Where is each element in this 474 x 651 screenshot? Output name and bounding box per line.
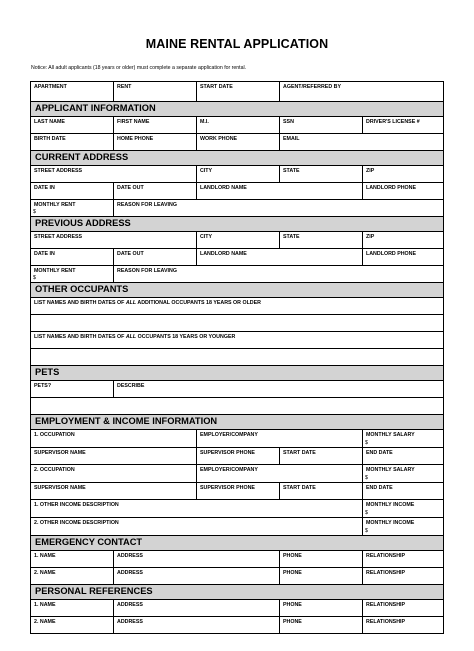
monthly-rent-field[interactable] (31, 200, 114, 216)
supervisor-phone-2-field[interactable] (197, 483, 280, 499)
last-name-field[interactable] (31, 117, 114, 133)
section-header-personal-references (31, 585, 443, 600)
field-label: DRIVER'S LICENSE # (366, 119, 420, 125)
reason-for-leaving-field[interactable] (114, 200, 443, 216)
state-field[interactable] (280, 166, 363, 182)
city-field[interactable] (197, 166, 280, 182)
field-label: LANDLORD PHONE (366, 185, 417, 191)
field-label: MONTHLY RENT (34, 268, 76, 274)
occupants-adults-field[interactable] (31, 298, 443, 314)
occupants-minors-blank-row (31, 349, 443, 366)
other-income-2-field[interactable] (31, 518, 363, 535)
employment-row-5 (31, 500, 443, 518)
emergency-address-1-field[interactable] (114, 551, 280, 567)
ssn-field[interactable] (280, 117, 363, 133)
employer-2-field[interactable] (197, 465, 363, 482)
applicant-row-1 (31, 117, 443, 134)
emergency-phone-2-field[interactable] (280, 568, 363, 584)
city-field[interactable] (197, 232, 280, 248)
section-title: PREVIOUS ADDRESS (35, 218, 131, 228)
zip-field[interactable] (363, 166, 443, 182)
field-label: REASON FOR LEAVING (117, 202, 177, 208)
field-label (34, 334, 235, 340)
field-label: RENT (117, 84, 132, 90)
field-label: SUPERVISOR NAME (34, 450, 86, 456)
section-title: PERSONAL REFERENCES (35, 586, 153, 596)
field-label: LANDLORD PHONE (366, 251, 417, 257)
occupants-adults-blank-row (31, 315, 443, 332)
field-label: SSN (283, 119, 294, 125)
email-field[interactable] (280, 134, 443, 150)
blank-line[interactable] (31, 398, 443, 414)
landlord-phone-field[interactable] (363, 249, 443, 265)
emergency-name-1-field[interactable] (31, 551, 114, 567)
drivers-license-field[interactable] (363, 117, 443, 133)
field-label: RELATIONSHIP (366, 619, 406, 625)
field-label: STATE (283, 168, 300, 174)
field-label: 2. OTHER INCOME DESCRIPTION (34, 520, 119, 526)
monthly-salary-2-field[interactable] (363, 465, 443, 482)
field-label: 2. NAME (34, 619, 56, 625)
date-in-field[interactable] (31, 249, 114, 265)
reference-relationship-1-field[interactable] (363, 600, 443, 616)
emergency-name-2-field[interactable] (31, 568, 114, 584)
birth-date-field[interactable] (31, 134, 114, 150)
label-prefix: LIST NAMES AND BIRTH DATES OF (34, 300, 126, 306)
monthly-salary-1-field[interactable] (363, 430, 443, 447)
field-label: 2. NAME (34, 570, 56, 576)
field-label: EMPLOYER/COMPANY (200, 467, 258, 473)
blank-line[interactable] (31, 315, 443, 331)
reference-address-2-field[interactable] (114, 617, 280, 633)
field-label: RELATIONSHIP (366, 602, 406, 608)
field-label: CITY (200, 234, 213, 240)
supervisor-name-2-field[interactable] (31, 483, 197, 499)
occupants-minors-field[interactable] (31, 332, 443, 348)
emergency-row-2 (31, 568, 443, 585)
field-label (34, 300, 261, 306)
occupants-adults-label-row (31, 298, 443, 315)
field-label: 1. NAME (34, 602, 56, 608)
field-label: DATE OUT (117, 185, 144, 191)
previous-address-row-1 (31, 232, 443, 249)
emergency-phone-1-field[interactable] (280, 551, 363, 567)
emergency-relationship-1-field[interactable] (363, 551, 443, 567)
field-label: RELATIONSHIP (366, 570, 406, 576)
field-label: ADDRESS (117, 619, 143, 625)
currency-symbol: $ (365, 475, 368, 481)
employment-row-3 (31, 465, 443, 483)
section-title: CURRENT ADDRESS (35, 152, 129, 162)
employment-row-4 (31, 483, 443, 500)
field-label: WORK PHONE (200, 136, 238, 142)
field-label: BIRTH DATE (34, 136, 66, 142)
field-label: ZIP (366, 168, 375, 174)
section-header-current-address (31, 151, 443, 166)
label-emphasis: ALL (125, 300, 137, 306)
supervisor-phone-1-field[interactable] (197, 448, 280, 464)
field-label: FIRST NAME (117, 119, 150, 125)
landlord-name-field[interactable] (197, 183, 363, 199)
pets-describe-field[interactable] (114, 381, 443, 397)
field-label: SUPERVISOR PHONE (200, 485, 255, 491)
emergency-row-1 (31, 551, 443, 568)
applicant-row-2 (31, 134, 443, 151)
start-date-2-field[interactable] (280, 483, 363, 499)
section-title: PETS (35, 367, 60, 377)
apartment-field[interactable] (31, 82, 114, 101)
reference-phone-1-field[interactable] (280, 600, 363, 616)
section-header-emergency-contact (31, 536, 443, 551)
street-address-field[interactable] (31, 166, 197, 182)
references-row-2 (31, 617, 443, 633)
field-label: 1. OTHER INCOME DESCRIPTION (34, 502, 119, 508)
field-label: AGENT/REFERRED BY (283, 84, 341, 90)
first-name-field[interactable] (114, 117, 197, 133)
field-label: PHONE (283, 602, 302, 608)
field-label: DESCRIBE (117, 383, 145, 389)
field-label: REASON FOR LEAVING (117, 268, 177, 274)
field-label: MONTHLY RENT (34, 202, 76, 208)
middle-initial-field[interactable] (197, 117, 280, 133)
label-suffix: ADDITIONAL OCCUPANTS 18 YEARS OR OLDER (136, 300, 261, 306)
field-label: 2. OCCUPATION (34, 467, 75, 473)
end-date-1-field[interactable] (363, 448, 443, 464)
field-label: ADDRESS (117, 570, 143, 576)
field-label: PHONE (283, 619, 302, 625)
field-label: 1. OCCUPATION (34, 432, 75, 438)
current-address-row-1 (31, 166, 443, 183)
field-label: M.I. (200, 119, 209, 125)
field-label: START DATE (283, 485, 316, 491)
section-header-employment (31, 415, 443, 430)
reference-name-2-field[interactable] (31, 617, 114, 633)
section-title: OTHER OCCUPANTS (35, 284, 129, 294)
field-label: DATE IN (34, 251, 55, 257)
notice-text: Notice: All adult applicants (18 years or older) must complete a separate application for rental. (31, 65, 247, 71)
date-out-field[interactable] (114, 183, 197, 199)
section-title: APPLICANT INFORMATION (35, 103, 156, 113)
emergency-relationship-2-field[interactable] (363, 568, 443, 584)
currency-symbol: $ (33, 275, 36, 281)
work-phone-field[interactable] (197, 134, 280, 150)
home-phone-field[interactable] (114, 134, 197, 150)
field-label: MONTHLY SALARY (366, 432, 415, 438)
field-label: STREET ADDRESS (34, 168, 83, 174)
supervisor-name-1-field[interactable] (31, 448, 197, 464)
start-date-1-field[interactable] (280, 448, 363, 464)
zip-field[interactable] (363, 232, 443, 248)
field-label: LANDLORD NAME (200, 251, 247, 257)
reference-name-1-field[interactable] (31, 600, 114, 616)
field-label: LAST NAME (34, 119, 65, 125)
date-in-field[interactable] (31, 183, 114, 199)
field-label: ZIP (366, 234, 375, 240)
pets-yes-no-field[interactable] (31, 381, 114, 397)
employment-row-6 (31, 518, 443, 536)
agent-referred-field[interactable] (280, 82, 443, 101)
street-address-field[interactable] (31, 232, 197, 248)
employment-row-2 (31, 448, 443, 465)
monthly-income-2-field[interactable] (363, 518, 443, 535)
field-label: PETS? (34, 383, 52, 389)
field-label: STREET ADDRESS (34, 234, 83, 240)
reference-phone-2-field[interactable] (280, 617, 363, 633)
monthly-rent-field[interactable] (31, 266, 114, 282)
field-label: END DATE (366, 485, 393, 491)
references-row-1 (31, 600, 443, 617)
field-label: MONTHLY SALARY (366, 467, 415, 473)
monthly-income-1-field[interactable] (363, 500, 443, 517)
employment-row-1 (31, 430, 443, 448)
label-suffix: OCCUPANTS 18 YEARS OR YOUNGER (136, 334, 236, 340)
field-label: ADDRESS (117, 553, 143, 559)
landlord-name-field[interactable] (197, 249, 363, 265)
field-label: LANDLORD NAME (200, 185, 247, 191)
previous-address-row-2 (31, 249, 443, 266)
previous-address-row-3 (31, 266, 443, 283)
occupation-2-field[interactable] (31, 465, 197, 482)
blank-line[interactable] (31, 349, 443, 365)
field-label: START DATE (200, 84, 233, 90)
field-label: HOME PHONE (117, 136, 154, 142)
application-form (30, 81, 444, 634)
section-header-other-occupants (31, 283, 443, 298)
other-income-1-field[interactable] (31, 500, 363, 517)
reference-relationship-2-field[interactable] (363, 617, 443, 633)
top-row (31, 82, 443, 102)
field-label: SUPERVISOR NAME (34, 485, 86, 491)
pets-blank-row (31, 398, 443, 415)
field-label: PHONE (283, 570, 302, 576)
currency-symbol: $ (365, 528, 368, 534)
field-label: 1. NAME (34, 553, 56, 559)
field-label: CITY (200, 168, 213, 174)
section-title: EMERGENCY CONTACT (35, 537, 143, 547)
pets-row-1 (31, 381, 443, 398)
field-label: RELATIONSHIP (366, 553, 406, 559)
currency-symbol: $ (365, 510, 368, 516)
section-header-pets (31, 366, 443, 381)
field-label: PHONE (283, 553, 302, 559)
field-label: END DATE (366, 450, 393, 456)
section-header-applicant (31, 102, 443, 117)
field-label: MONTHLY INCOME (366, 520, 415, 526)
label-emphasis: ALL (125, 334, 137, 340)
occupation-1-field[interactable] (31, 430, 197, 447)
section-header-previous-address (31, 217, 443, 232)
field-label: DATE IN (34, 185, 55, 191)
start-date-field[interactable] (197, 82, 280, 101)
label-prefix: LIST NAMES AND BIRTH DATES OF (34, 334, 126, 340)
landlord-phone-field[interactable] (363, 183, 443, 199)
reference-address-1-field[interactable] (114, 600, 280, 616)
currency-symbol: $ (365, 440, 368, 446)
section-title: EMPLOYMENT & INCOME INFORMATION (35, 416, 218, 426)
field-label: EMAIL (283, 136, 300, 142)
field-label: MONTHLY INCOME (366, 502, 415, 508)
end-date-2-field[interactable] (363, 483, 443, 499)
field-label: ADDRESS (117, 602, 143, 608)
field-label: EMPLOYER/COMPANY (200, 432, 258, 438)
field-label: SUPERVISOR PHONE (200, 450, 255, 456)
employer-1-field[interactable] (197, 430, 363, 447)
field-label: START DATE (283, 450, 316, 456)
page-title: MAINE RENTAL APPLICATION (145, 37, 329, 51)
current-address-row-3 (31, 200, 443, 217)
reason-for-leaving-field[interactable] (114, 266, 443, 282)
date-out-field[interactable] (114, 249, 197, 265)
state-field[interactable] (280, 232, 363, 248)
field-label: STATE (283, 234, 300, 240)
emergency-address-2-field[interactable] (114, 568, 280, 584)
current-address-row-2 (31, 183, 443, 200)
field-label: APARTMENT (34, 84, 67, 90)
rent-field[interactable] (114, 82, 197, 101)
occupants-minors-label-row (31, 332, 443, 349)
field-label: DATE OUT (117, 251, 144, 257)
currency-symbol: $ (33, 209, 36, 215)
